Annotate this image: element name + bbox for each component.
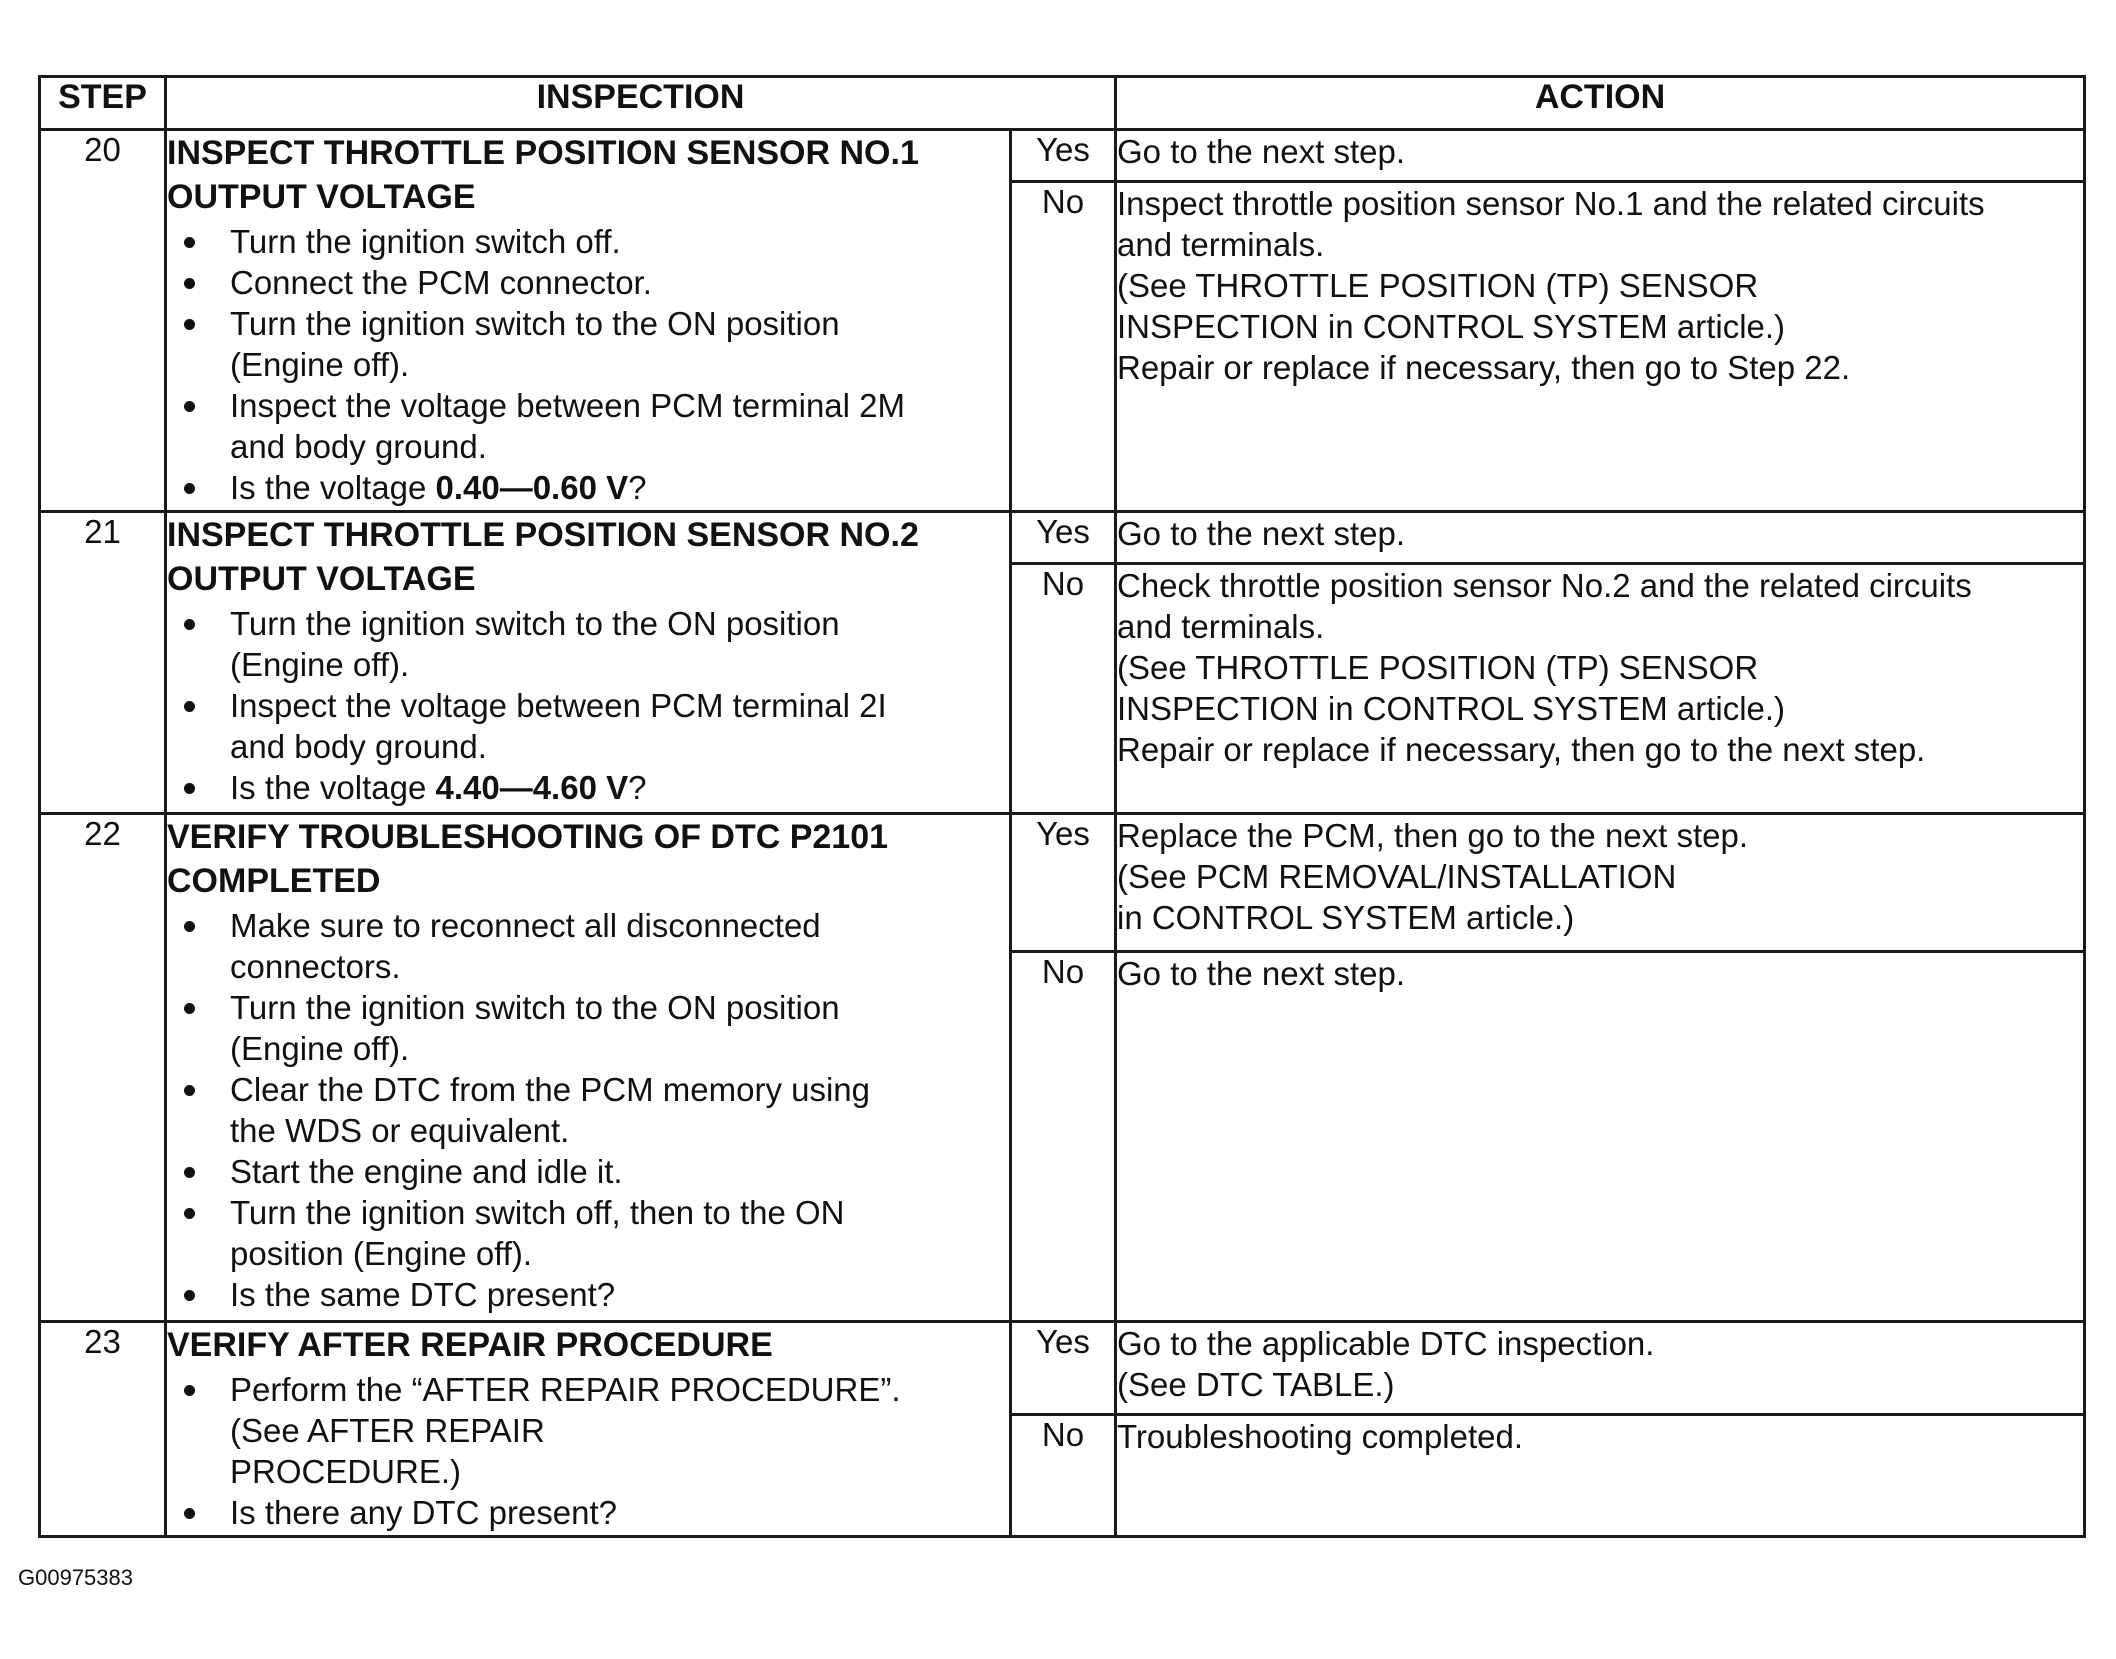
table-row: [40, 1322, 2085, 1415]
inspection-title: VERIFY TROUBLESHOOTING OF DTC P2101 COMPLETED: [167, 818, 889, 900]
no-action: Troubleshooting completed.: [1116, 1415, 2085, 1537]
inspection-cell: [166, 1322, 1011, 1537]
inspection-title: VERIFY AFTER REPAIR PROCEDURE: [167, 1326, 773, 1364]
no-label: No: [1011, 952, 1116, 1322]
yes-label: Yes: [1011, 1322, 1116, 1415]
list-item: Clear the DTC from the PCM memory using the WDS or equivalent.: [167, 1069, 1009, 1151]
header-inspection: INSPECTION: [166, 77, 1116, 130]
step-number: 23: [40, 1322, 166, 1537]
inspection-title: INSPECT THROTTLE POSITION SENSOR NO.1 OUTPUT VOLTAGE: [167, 134, 919, 216]
table-header-row: [40, 77, 2085, 130]
yes-label: Yes: [1011, 130, 1116, 182]
figure-code: G00975383: [18, 1565, 133, 1590]
diagnostic-table: [38, 75, 2086, 1538]
header-action: ACTION: [1116, 77, 2085, 130]
table-row: [40, 130, 2085, 182]
no-action: Go to the next step.: [1116, 952, 2085, 1322]
list-item: Turn the ignition switch to the ON position (Engine off).: [167, 603, 1009, 685]
step-number: 20: [40, 130, 166, 512]
no-action: Check throttle position sensor No.2 and the related circuits and terminals. (See THROTTLE POSITION (TP) SENSOR INSPECTION in CONTROL SYSTEM article.) Repair or replace if necessary, then go to the next step.: [1116, 564, 2085, 814]
inspection-title: INSPECT THROTTLE POSITION SENSOR NO.2 OUTPUT VOLTAGE: [167, 516, 919, 598]
list-item: Turn the ignition switch off.: [167, 221, 1009, 262]
list-item: Perform the “AFTER REPAIR PROCEDURE”. (See AFTER REPAIR PROCEDURE.): [167, 1369, 1009, 1492]
yes-action: Go to the next step.: [1116, 130, 2085, 182]
list-item: Is there any DTC present?: [167, 1492, 1009, 1533]
header-step: STEP: [40, 77, 166, 130]
inspection-cell: [166, 130, 1011, 512]
yes-action: Go to the next step.: [1116, 512, 2085, 564]
yes-action: Replace the PCM, then go to the next step. (See PCM REMOVAL/INSTALLATION in CONTROL SYSTEM article.): [1116, 814, 2085, 952]
list-item: Is the same DTC present?: [167, 1274, 1009, 1315]
list-item: Inspect the voltage between PCM terminal 2I and body ground.: [167, 685, 1009, 767]
list-item: Turn the ignition switch off, then to the ON position (Engine off).: [167, 1192, 1009, 1274]
list-item: Start the engine and idle it.: [167, 1151, 1009, 1192]
inspection-cell: [166, 814, 1011, 1322]
yes-label: Yes: [1011, 512, 1116, 564]
no-action: Inspect throttle position sensor No.1 and the related circuits and terminals. (See THROTTLE POSITION (TP) SENSOR INSPECTION in CONTROL SYSTEM article.) Repair or replace if necessary, then go to Step 22.: [1116, 182, 2085, 512]
step-number: 21: [40, 512, 166, 814]
table-row: [40, 814, 2085, 952]
list-item: Turn the ignition switch to the ON position (Engine off).: [167, 303, 1009, 385]
no-label: No: [1011, 564, 1116, 814]
list-item: Connect the PCM connector.: [167, 262, 1009, 303]
step-number: 22: [40, 814, 166, 1322]
no-label: No: [1011, 182, 1116, 512]
no-label: No: [1011, 1415, 1116, 1537]
list-item: Make sure to reconnect all disconnected connectors.: [167, 905, 1009, 987]
inspection-cell: [166, 512, 1011, 814]
yes-label: Yes: [1011, 814, 1116, 952]
table-row: [40, 512, 2085, 564]
yes-action: Go to the applicable DTC inspection. (See DTC TABLE.): [1116, 1322, 2085, 1415]
list-item: Is the voltage 0.40—0.60 V?: [167, 467, 1009, 508]
list-item: Inspect the voltage between PCM terminal 2M and body ground.: [167, 385, 1009, 467]
list-item: Turn the ignition switch to the ON position (Engine off).: [167, 987, 1009, 1069]
list-item: Is the voltage 4.40—4.60 V?: [167, 767, 1009, 808]
